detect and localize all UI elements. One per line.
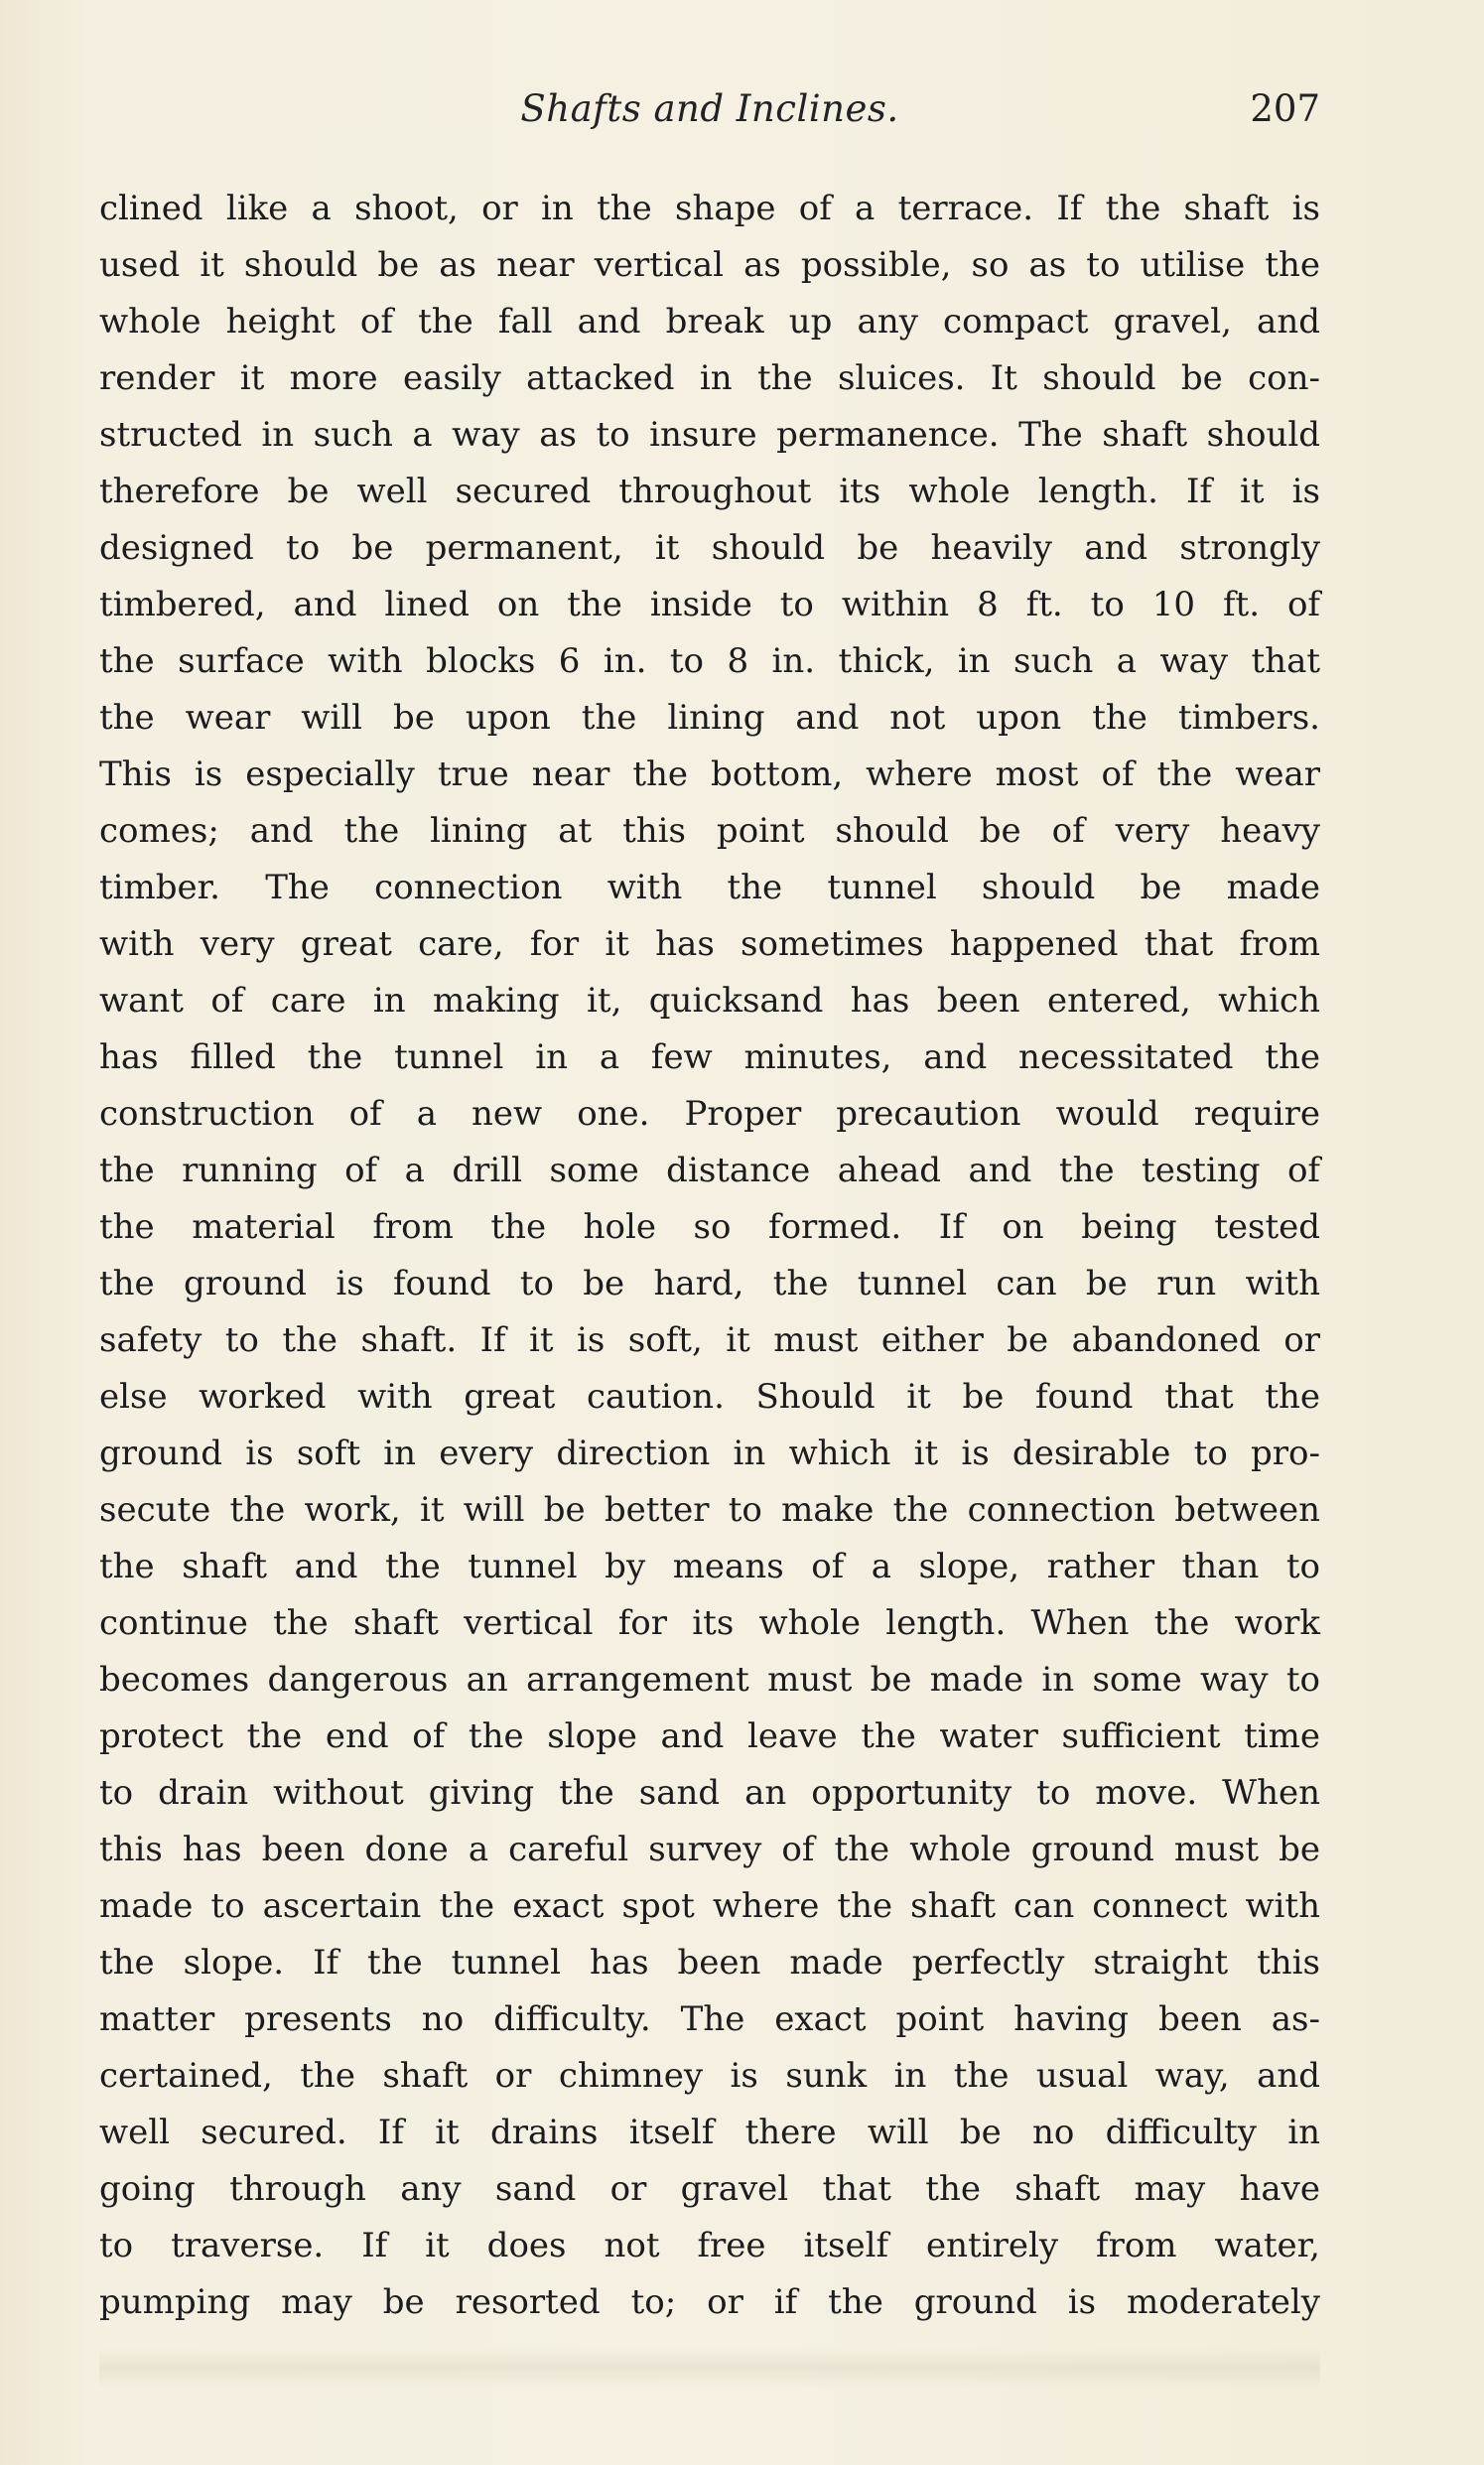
text-line: construction of a new one. Proper precaution would require [99, 1094, 1320, 1134]
text-line: the wear will be upon the lining and not upon the timbers. [99, 698, 1320, 738]
text-line: designed to be permanent, it should be heavily and strongly [99, 528, 1320, 568]
text-line: to traverse. If it does not free itself entirely from water, [99, 2226, 1320, 2265]
text-line: the surface with blocks 6 in. to 8 in. thick, in such a way that [99, 641, 1320, 681]
text-line: ground is soft in every direction in which it is desirable to pro- [99, 1434, 1320, 1473]
text-line: with very great care, for it has sometimes happened that from [99, 924, 1320, 964]
running-head [99, 87, 1320, 147]
text-line: becomes dangerous an arrangement must be made in some way to [99, 1660, 1320, 1700]
text-line: continue the shaft vertical for its whole length. When the work [99, 1603, 1320, 1643]
text-line: timbered, and lined on the inside to within 8 ft. to 10 ft. of [99, 585, 1320, 624]
text-line: the ground is found to be hard, the tunnel can be run with [99, 1264, 1320, 1303]
text-line: timber. The connection with the tunnel should be made [99, 868, 1320, 907]
text-line: safety to the shaft. If it is soft, it must either be abandoned or [99, 1320, 1320, 1360]
text-line: used it should be as near vertical as possible, so as to utilise the [99, 245, 1320, 285]
text-line: the running of a drill some distance ahead and the testing of [99, 1151, 1320, 1190]
text-line: structed in such a way as to insure permanence. The shaft should [99, 415, 1320, 455]
text-line: render it more easily attacked in the sluices. It should be con- [99, 358, 1320, 398]
page-number: 207 [1250, 87, 1320, 130]
body-paragraph [99, 181, 1320, 2331]
text-line: secute the work, it will be better to make the connection between [99, 1490, 1320, 1530]
show-through-bleed [99, 2348, 1320, 2388]
text-line: going through any sand or gravel that the shaft may have [99, 2169, 1320, 2209]
text-line: protect the end of the slope and leave the water sufficient time [99, 1716, 1320, 1756]
text-line: else worked with great caution. Should it be found that the [99, 1377, 1320, 1417]
text-line: has filled the tunnel in a few minutes, and necessitated the [99, 1037, 1320, 1077]
text-line: want of care in making it, quicksand has been entered, which [99, 981, 1320, 1021]
text-line: well secured. If it drains itself there will be no difficulty in [99, 2113, 1320, 2152]
text-line: whole height of the fall and break up any compact gravel, and [99, 302, 1320, 342]
text-line: made to ascertain the exact spot where the shaft can connect with [99, 1886, 1320, 1926]
text-line: matter presents no difficulty. The exact point having been as- [99, 1999, 1320, 2039]
text-line: to drain without giving the sand an opportunity to move. When [99, 1773, 1320, 1813]
text-line: the material from the hole so formed. If on being tested [99, 1207, 1320, 1247]
text-line: the slope. If the tunnel has been made perfectly straight this [99, 1943, 1320, 1983]
text-line: the shaft and the tunnel by means of a slope, rather than to [99, 1547, 1320, 1586]
text-line: therefore be well secured throughout its whole length. If it is [99, 472, 1320, 511]
text-line: clined like a shoot, or in the shape of a terrace. If the shaft is [99, 189, 1320, 228]
text-line: comes; and the lining at this point should be of very heavy [99, 811, 1320, 851]
text-line: this has been done a careful survey of the whole ground must be [99, 1830, 1320, 1869]
text-line: pumping may be resorted to; or if the ground is moderately [99, 2282, 1320, 2322]
text-line: This is especially true near the bottom, where most of the wear [99, 754, 1320, 794]
running-title: Shafts and Inclines. [520, 87, 899, 130]
text-line: certained, the shaft or chimney is sunk in the usual way, and [99, 2056, 1320, 2096]
